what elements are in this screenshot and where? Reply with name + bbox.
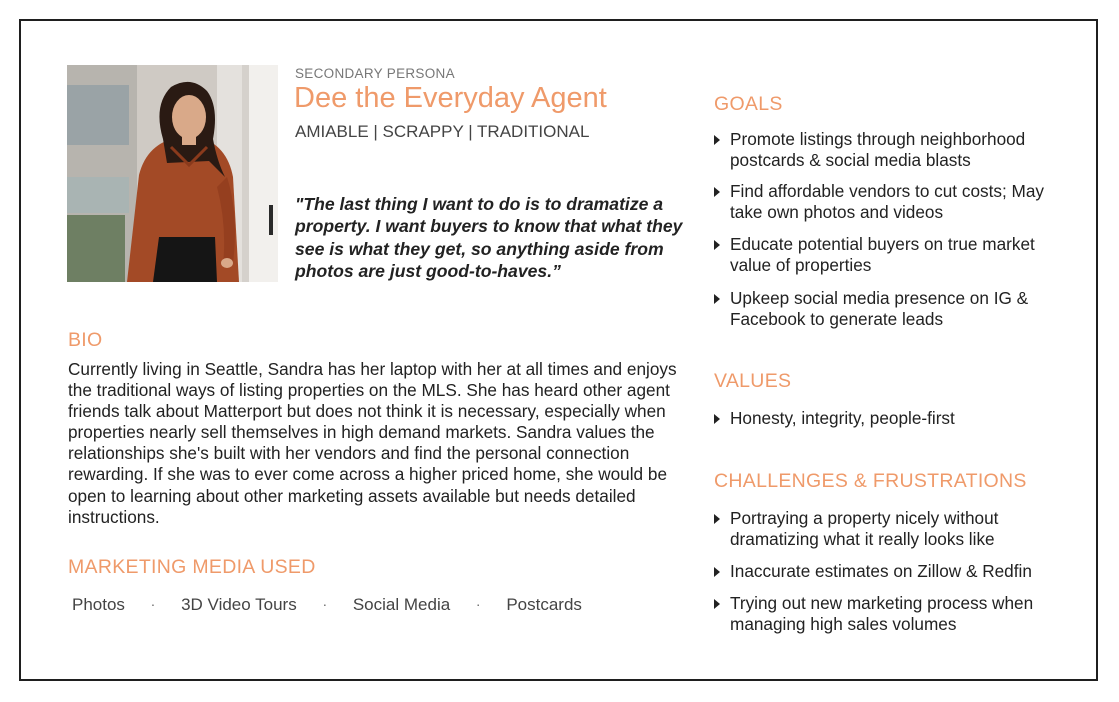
bullet-triangle-icon: [714, 294, 720, 304]
goal-item: Educate potential buyers on true market value of properties: [714, 234, 1064, 276]
persona-name: Dee the Everyday Agent: [294, 82, 607, 114]
bullet-triangle-icon: [714, 514, 720, 524]
bullet-triangle-icon: [714, 187, 720, 197]
bullet-triangle-icon: [714, 599, 720, 609]
challenge-item: Portraying a property nicely without dramatizing what it really looks like: [714, 508, 1074, 550]
persona-quote: "The last thing I want to do is to dramatize a property. I want buyers to know that what they see is what they get, so anything aside from photos are just good-to-haves.”: [295, 194, 683, 281]
bio-text: Currently living in Seattle, Sandra has her laptop with her at all times and enjoys the traditional ways of listing properties on the MLS. She has heard other agent friends talk about Matterport but does not think it is necessary, especially when properties nearly sell themselves in high demand markets. Sandra values the relationships she's built with her vendors and find the personal connection rewarding. If she was to ever come across a higher priced home, she would be open to learning about other marketing assets available but needs detailed instructions.: [68, 359, 677, 527]
persona-traits: AMIABLE | SCRAPPY | TRADITIONAL: [295, 122, 590, 141]
goal-item: Upkeep social media presence on IG & Facebook to generate leads: [714, 288, 1064, 330]
values-heading: VALUES: [714, 370, 792, 392]
bullet-triangle-icon: [714, 567, 720, 577]
values-list: [714, 408, 1064, 429]
separator-dot: ·: [322, 596, 328, 612]
persona-photo: [67, 65, 278, 282]
marketing-media-heading: MARKETING MEDIA USED: [68, 556, 316, 578]
bio-heading: BIO: [68, 329, 103, 351]
persona-type-label: SECONDARY PERSONA: [295, 66, 455, 81]
media-item-photos: Photos: [72, 595, 125, 614]
goal-item: Promote listings through neighborhood postcards & social media blasts: [714, 129, 1064, 171]
value-item: Honesty, integrity, people-first: [714, 408, 1064, 429]
media-item-3d-video-tours: 3D Video Tours: [181, 595, 297, 614]
challenges-list: [714, 508, 1074, 635]
separator-dot: ·: [475, 596, 481, 612]
challenge-item: Trying out new marketing process when managing high sales volumes: [714, 593, 1074, 635]
goal-item: Find affordable vendors to cut costs; May take own photos and videos: [714, 181, 1064, 223]
challenge-item: Inaccurate estimates on Zillow & Redfin: [714, 561, 1074, 582]
bullet-triangle-icon: [714, 240, 720, 250]
media-item-social-media: Social Media: [352, 595, 451, 614]
separator-dot: ·: [150, 596, 156, 612]
challenges-heading: CHALLENGES & FRUSTRATIONS: [714, 470, 1027, 492]
goals-heading: GOALS: [714, 93, 783, 115]
media-item-postcards: Postcards: [506, 595, 582, 614]
goals-list: [714, 129, 1064, 330]
marketing-media-list: [72, 595, 582, 615]
bullet-triangle-icon: [714, 414, 720, 424]
bullet-triangle-icon: [714, 135, 720, 145]
